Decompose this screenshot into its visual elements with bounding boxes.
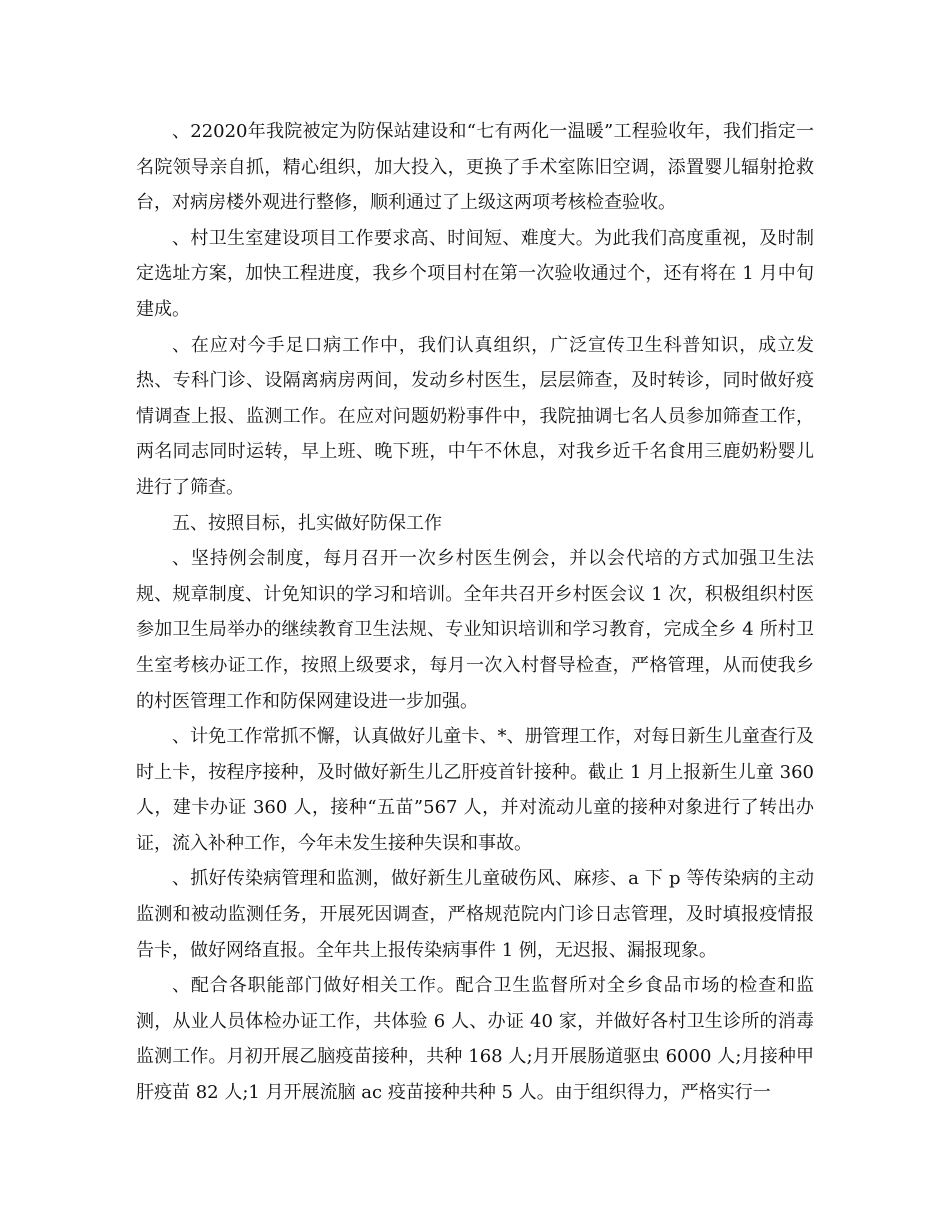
paragraph-immunization: 、计免工作常抓不懈，认真做好儿童卡、*、册管理工作，对每日新生儿童查行及时上卡，按程序接种，及时做好新生儿乙肝疫首针接种。截止 1 月上报新生儿童 360 人，建卡办证 360 人，接种“五苗”567 人，并对流动儿童的接种对象进行了转出办证，流入补种工作，今年未发生接种失误和事故。	[136, 726, 814, 854]
paragraph-cooperation: 、配合各职能部门做好相关工作。配合卫生监督所对全乡食品市场的检查和监测，从业人员体检办证工作，共体验 6 人、办证 40 家，并做好各村卫生诊所的消毒监测工作。月初开展乙脑疫苗接种，共种 168 人;月开展肠道驱虫 6000 人;月接种甲肝疫苗 82 人;1 月开展流脑 ac 疫苗接种共种 5 人。由于组织得力，严格实行一	[136, 975, 814, 1104]
section-heading-prevention: 五、按照目标，扎实做好防保工作	[172, 512, 442, 534]
paragraph-meeting-system: 、坚持例会制度，每月召开一次乡村医生例会，并以会代培的方式加强卫生法规、规章制度、计免知识的学习和培训。全年共召开乡村医会议 1 次，积极组织村医参加卫生局举办的继续教育卫生法规、专业知识培训和学习教育，完成全乡 4 所村卫生室考核办证工作，按照上级要求，每月一次入村督导检查，严格管理，从而使我乡的村医管理工作和防保网建设进一步加强。	[136, 548, 814, 712]
paragraph-infectious-disease: 、抓好传染病管理和监测，做好新生儿童破伤风、麻疹、a 下 p 等传染病的主动监测和被动监测任务，开展死因调查，严格规范院内门诊日志管理，及时填报疫情报告卡，做好网络直报。全年共上报传染病事件 1 例，无迟报、漏报现象。	[136, 868, 814, 961]
document-body	[136, 114, 814, 1111]
paragraph-village-clinic-project: 、村卫生室建设项目工作要求高、时间短、难度大。为此我们高度重视，及时制定选址方案，加快工程进度，我乡个项目村在第一次验收通过个，还有将在 1 月中旬建成。	[136, 227, 814, 320]
paragraph-hfmd-response: 、在应对今手足口病工作中，我们认真组织，广泛宣传卫生科普知识，成立发热、专科门诊、设隔离病房两间，发动乡村医生，层层筛查，及时转诊，同时做好疫情调查上报、监测工作。在应对问题奶粉事件中，我院抽调七名人员参加筛查工作，两名同志同时运转，早上班、晚下班，中午不休息，对我乡近千名食用三鹿奶粉婴儿进行了筛查。	[136, 334, 814, 498]
paragraph-acceptance-year: 、22020年我院被定为防保站建设和“七有两化一温暖”工程验收年，我们指定一名院领导亲自抓，精心组织，加大投入，更换了手术室陈旧空调，添置婴儿辐射抢救台，对病房楼外观进行整修，顺利通过了上级这两项考核检查验收。	[136, 121, 814, 214]
